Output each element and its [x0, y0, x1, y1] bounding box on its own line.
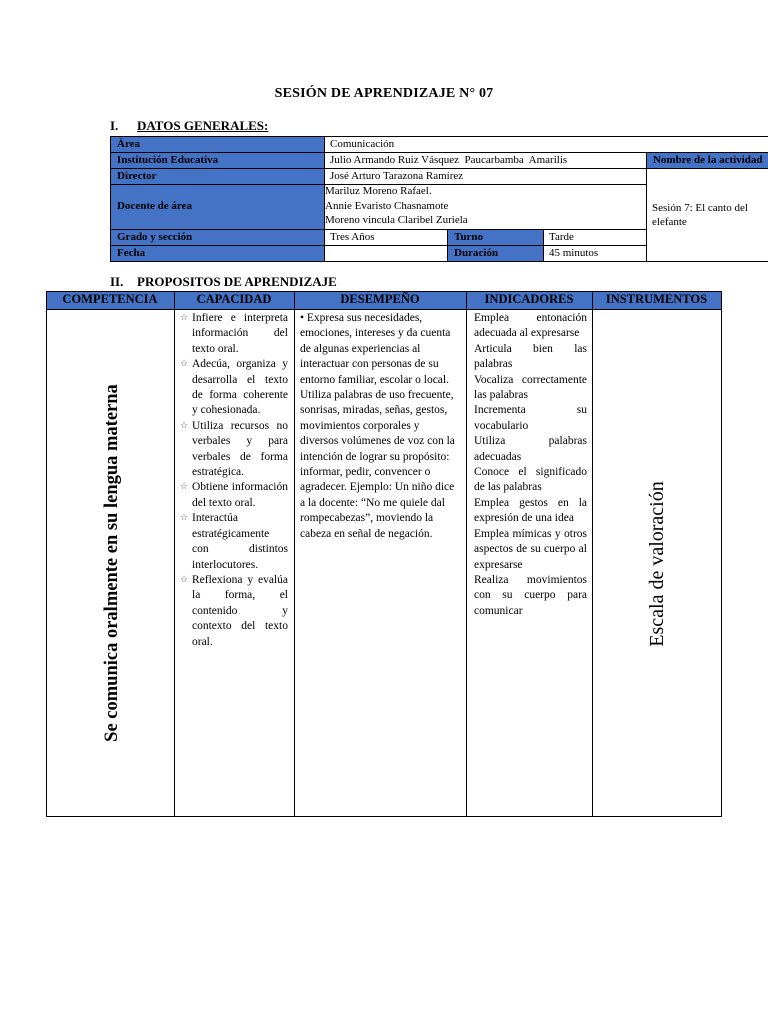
fecha-value: [324, 246, 447, 261]
table-border: [543, 229, 544, 262]
header-instrumentos: INSTRUMENTOS: [592, 291, 721, 309]
list-item: [180, 357, 288, 419]
docente-name: Annie Evaristo Chasnamote: [325, 199, 449, 212]
list-item: [180, 480, 288, 511]
turno-label: Turno: [447, 229, 543, 245]
list-item: [180, 511, 288, 573]
table-border: [110, 245, 646, 246]
instrumento-text: Escala de valoración: [646, 481, 668, 647]
capacidad-text: Obtiene información del texto oral.: [192, 481, 288, 509]
list-item: Conoce el significado de las palabras: [474, 466, 587, 494]
docente-label: Docente de área: [110, 184, 324, 229]
capacidad-text: Utiliza recursos no verbales y para verbales de forma estratégica.: [192, 419, 288, 479]
list-item: [180, 419, 288, 481]
desempeno-text: • Expresa sus necesidades, emociones, intereses y da cuenta de algunas experiencias al interactuar con personas de su entorno familiar, escolar o local. Utiliza palabras de uso frecuente, sonrisas, miradas, señas, gestos, movimientos corporales y diversos volúmenes de voz con la intención de lograr su propósito: informar, pedir, convencer o agradecer. Ejemplo: Un niño dice a la docente: “No me quiele dal rompecabezas”, moviendo la cabeza en señal de negación.: [300, 312, 455, 540]
list-item: [180, 573, 288, 650]
table-border: [110, 136, 111, 262]
capacidad-text: Adecúa, organiza y desarrolla el texto de forma coherente y cohesionada.: [192, 358, 288, 417]
list-item: Emplea mímicas y otros aspectos de su cuerpo al expresarse: [474, 527, 587, 571]
nombre-actividad-label: Nombre de la actividad: [646, 152, 768, 168]
competencia-text: Se comunica oralmente en su lengua materna: [102, 384, 122, 742]
director-value: José Arturo Tarazona Ramírez: [324, 169, 646, 184]
list-item: Utiliza palabras adecuadas: [474, 435, 587, 463]
table-border: [110, 136, 768, 137]
list-item: [180, 311, 288, 357]
duracion-value: 45 minutos: [543, 246, 646, 261]
section-datos-generales-heading: [110, 118, 268, 134]
table-border: [110, 184, 646, 185]
star-bullet-icon: ☆: [180, 313, 189, 323]
header-indicadores: INDICADORES: [466, 291, 592, 309]
table-border: [592, 291, 593, 817]
star-bullet-icon: ☆: [180, 513, 189, 524]
list-item: Emplea gestos en la expresión de una idea: [474, 496, 587, 525]
star-bullet-icon: ☆: [180, 482, 189, 493]
list-item: Realiza movimientos con su cuerpo para comunicar: [474, 573, 587, 617]
table-border: [46, 816, 722, 817]
capacidades-list: [180, 311, 288, 650]
table-border: [110, 168, 768, 169]
table-border: [46, 309, 722, 310]
list-item: Incrementa su vocabulario: [474, 404, 587, 432]
table-border: [174, 291, 175, 817]
docente-name: Mariluz Moreno Rafael.: [325, 185, 432, 197]
star-bullet-icon: ☆: [180, 420, 189, 431]
section-label: PROPOSITOS DE APRENDIZAJE: [137, 274, 337, 289]
table-border: [466, 291, 467, 817]
table-border: [46, 291, 722, 292]
grado-value: Tres Años: [324, 230, 447, 245]
docente-name: Moreno vincula Claribel Zuriela: [325, 214, 468, 226]
header-desempeno: DESEMPEÑO: [294, 291, 466, 309]
director-label: Director: [110, 168, 324, 184]
institucion-label: Institución Educativa: [110, 152, 324, 168]
page-title: SESIÓN DE APRENDIZAJE N° 07: [274, 86, 494, 101]
table-border: [110, 229, 646, 230]
list-item: Vocaliza correctamente las palabras: [474, 373, 587, 402]
institucion-value: Julio Armando Ruiz Vásquez Paucarbamba Amarilis: [324, 153, 646, 168]
table-border: [447, 229, 448, 262]
duracion-label: Duración: [447, 245, 543, 261]
capacidad-text: Reflexiona y evalúa la forma, el contenido y contexto del texto oral.: [192, 573, 288, 648]
turno-value: Tarde: [543, 230, 646, 245]
list-item: Articula bien las palabras: [474, 342, 587, 371]
nombre-actividad-value: Sesión 7: El canto del elefante: [652, 202, 748, 228]
fecha-label: Fecha: [110, 245, 324, 261]
header-competencia: COMPETENCIA: [46, 291, 174, 309]
star-bullet-icon: ☆: [180, 359, 189, 370]
table-border: [110, 261, 768, 262]
section-number: I.: [110, 118, 119, 133]
section-number: II.: [110, 274, 124, 289]
table-border: [721, 291, 722, 817]
capacidad-text: Infiere e interpreta información del texto oral.: [192, 312, 288, 355]
table-border: [110, 152, 768, 153]
table-border: [294, 291, 295, 817]
grado-label: Grado y sección: [110, 229, 324, 245]
star-bullet-icon: ☆: [180, 574, 189, 585]
header-capacidad: CAPACIDAD: [174, 291, 294, 309]
section-label: DATOS GENERALES:: [137, 118, 269, 133]
table-border: [324, 136, 325, 262]
area-value: Comunicación: [324, 137, 768, 152]
capacidad-text: Interactúa estratégicamente con distintos interlocutores.: [192, 512, 288, 571]
table-border: [46, 291, 47, 817]
section-propositos-heading: [110, 274, 337, 290]
list-item: Emplea entonación adecuada al expresarse: [474, 312, 587, 340]
docentes-list: [324, 184, 646, 229]
indicadores-list: [474, 311, 587, 619]
area-label: Área: [110, 136, 324, 152]
table-border: [646, 152, 647, 262]
